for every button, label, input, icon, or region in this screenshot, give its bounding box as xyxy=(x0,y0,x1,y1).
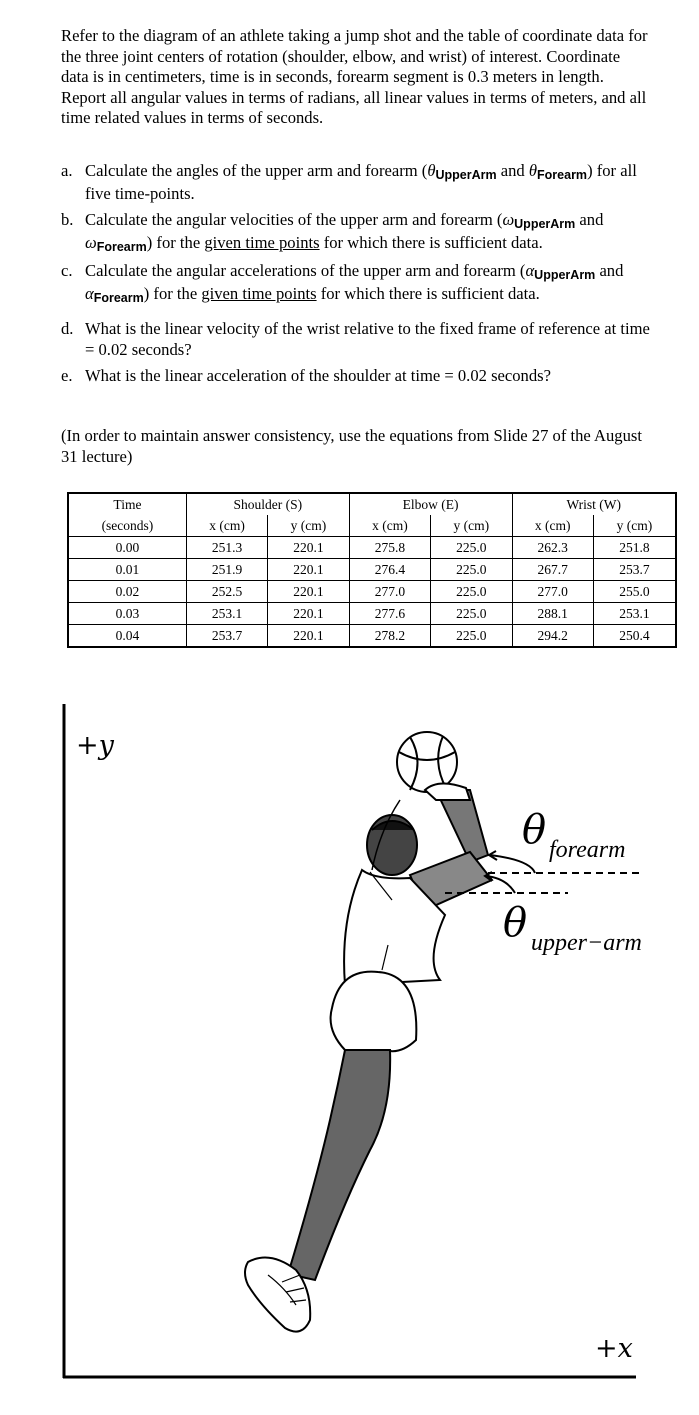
omega-symbol: ω xyxy=(502,210,515,229)
coordinate-cell: 225.0 xyxy=(431,625,512,648)
table-row xyxy=(68,559,676,581)
coordinate-cell: 220.1 xyxy=(268,625,349,648)
table-row xyxy=(68,581,676,603)
athlete-figure xyxy=(245,732,492,1332)
coordinate-cell: 277.0 xyxy=(349,581,430,603)
underlined-phrase: given time points xyxy=(204,233,320,252)
coordinate-cell: 253.1 xyxy=(186,603,267,625)
question-c-text-1: Calculate the angular accelerations of the upper arm and forearm ( xyxy=(85,261,526,280)
jump-shot-diagram xyxy=(0,660,699,1400)
table-row xyxy=(68,625,676,648)
column-header: y (cm) xyxy=(593,515,676,537)
head-shape xyxy=(367,815,417,875)
group-header-shoulder: Shoulder (S) xyxy=(186,493,349,515)
question-b-text-1: Calculate the angular velocities of the upper arm and forearm ( xyxy=(85,210,503,229)
coordinate-cell: 251.3 xyxy=(186,537,267,559)
question-a-label: a. xyxy=(61,161,73,180)
question-e-text: What is the linear acceleration of the shoulder at time = 0.02 seconds? xyxy=(85,366,551,385)
question-c xyxy=(61,260,661,306)
coordinate-cell: 220.1 xyxy=(268,559,349,581)
alpha-symbol: α xyxy=(525,261,535,280)
coordinate-cell: 225.0 xyxy=(431,559,512,581)
alpha-symbol: α xyxy=(85,284,94,303)
question-list xyxy=(61,160,661,391)
subscript-upperarm: UpperArm xyxy=(534,268,596,282)
coordinate-cell: 250.4 xyxy=(619,628,650,643)
group-header-elbow: Elbow (E) xyxy=(349,493,512,515)
coordinate-cell: 253.7 xyxy=(593,559,676,581)
question-d xyxy=(61,318,661,360)
column-header: y (cm) xyxy=(268,515,349,537)
upperarm-label: upper−arm xyxy=(531,930,642,956)
time-cell: 0.02 xyxy=(68,581,186,603)
coordinate-cell: 278.2 xyxy=(349,625,430,648)
subscript-upperarm: UpperArm xyxy=(514,217,576,231)
coordinate-cell: 277.6 xyxy=(349,603,430,625)
column-header: x (cm) xyxy=(186,515,267,537)
coordinate-cell: 262.3 xyxy=(512,537,593,559)
question-e xyxy=(61,365,661,386)
table-row xyxy=(68,537,676,559)
coordinate-cell: 220.1 xyxy=(268,537,349,559)
coordinate-cell: 220.1 xyxy=(268,603,349,625)
question-b-text-2: and xyxy=(575,210,604,229)
question-b-text-3: ) for the xyxy=(146,233,205,252)
question-b xyxy=(61,209,661,255)
table-row xyxy=(68,603,676,625)
subscript-forearm: Forearm xyxy=(96,240,147,254)
coordinate-cell: 267.7 xyxy=(512,559,593,581)
coordinate-cell: 251.8 xyxy=(593,537,676,559)
coordinate-cell: 255.0 xyxy=(593,581,676,603)
y-axis-label: +y xyxy=(76,730,114,761)
question-a-text-2: and xyxy=(496,161,529,180)
question-e-label: e. xyxy=(61,366,73,385)
question-c-text-3: ) for the xyxy=(143,284,202,303)
omega-symbol: ω xyxy=(85,233,97,252)
shorts-shape xyxy=(331,972,417,1052)
question-c-text-2: and xyxy=(595,261,624,280)
coordinate-cell: 225.0 xyxy=(431,603,512,625)
coordinate-cell: 288.1 xyxy=(512,603,593,625)
question-d-label: d. xyxy=(61,319,74,338)
consistency-note: (In order to maintain answer consistency, use the equations from Slide 27 of the August 31 lecture) xyxy=(61,426,642,466)
underlined-phrase: given time points xyxy=(201,284,317,303)
coordinate-table xyxy=(67,492,677,648)
coordinate-cell: 252.5 xyxy=(186,581,267,603)
coordinate-cell: 253.7 xyxy=(186,625,267,648)
table-body xyxy=(68,537,676,648)
question-b-text-4: for which there is sufficient data. xyxy=(319,233,543,252)
coordinate-cell: 294.2 xyxy=(512,625,593,648)
coordinate-cell: 253.1 xyxy=(593,603,676,625)
time-cell: 0.00 xyxy=(68,537,186,559)
question-a-text-3: ) for all five time-points. xyxy=(85,161,637,203)
theta-symbol: θ xyxy=(528,161,538,180)
theta-upperarm-symbol: θ xyxy=(503,900,528,946)
question-d-text: What is the linear velocity of the wrist relative to the fixed frame of reference at time = 0.02 seconds? xyxy=(85,319,650,359)
question-b-label: b. xyxy=(61,210,74,229)
question-a xyxy=(61,160,661,204)
theta-forearm-symbol: θ xyxy=(522,807,547,853)
x-axis-label: +x xyxy=(595,1333,633,1364)
group-header-wrist: Wrist (W) xyxy=(566,497,622,512)
coordinate-cell: 225.0 xyxy=(431,537,512,559)
leg-shape xyxy=(288,1050,390,1280)
coordinate-cell: 251.9 xyxy=(186,559,267,581)
intro-paragraph: Refer to the diagram of an athlete taking a jump shot and the table of coordinate data for the three joint centers of rotation (shoulder, elbow, and wrist) of interest. Coordinate data is in centimeters, time is in seconds, forearm segment is 0.3 meters in length. Report all angular values in terms of radians, all linear values in terms of meters, and all time related values in terms of seconds. xyxy=(61,26,648,127)
time-header: Time xyxy=(68,493,186,515)
forearm-label: forearm xyxy=(549,837,626,863)
forearm-angle-arc xyxy=(490,855,535,873)
subscript-upperarm: UpperArm xyxy=(435,168,497,182)
coordinate-cell: 275.8 xyxy=(349,537,430,559)
theta-symbol: θ xyxy=(427,161,436,180)
coordinate-cell: 225.0 xyxy=(431,581,512,603)
hand-shape xyxy=(425,783,470,800)
question-c-label: c. xyxy=(61,261,73,280)
coordinate-cell: 277.0 xyxy=(512,581,593,603)
subscript-forearm: Forearm xyxy=(93,291,144,305)
column-header: y (cm) xyxy=(431,515,512,537)
time-cell: 0.03 xyxy=(68,603,186,625)
time-cell: 0.04 xyxy=(68,625,186,648)
time-unit-header: (seconds) xyxy=(68,515,186,537)
column-header: x (cm) xyxy=(349,515,430,537)
coordinate-cell: 276.4 xyxy=(349,559,430,581)
question-c-text-4: for which there is sufficient data. xyxy=(316,284,540,303)
time-cell: 0.01 xyxy=(68,559,186,581)
column-header: x (cm) xyxy=(512,515,593,537)
coordinate-cell: 220.1 xyxy=(268,581,349,603)
subscript-forearm: Forearm xyxy=(537,168,588,182)
question-a-text-1: Calculate the angles of the upper arm and forearm ( xyxy=(85,161,428,180)
